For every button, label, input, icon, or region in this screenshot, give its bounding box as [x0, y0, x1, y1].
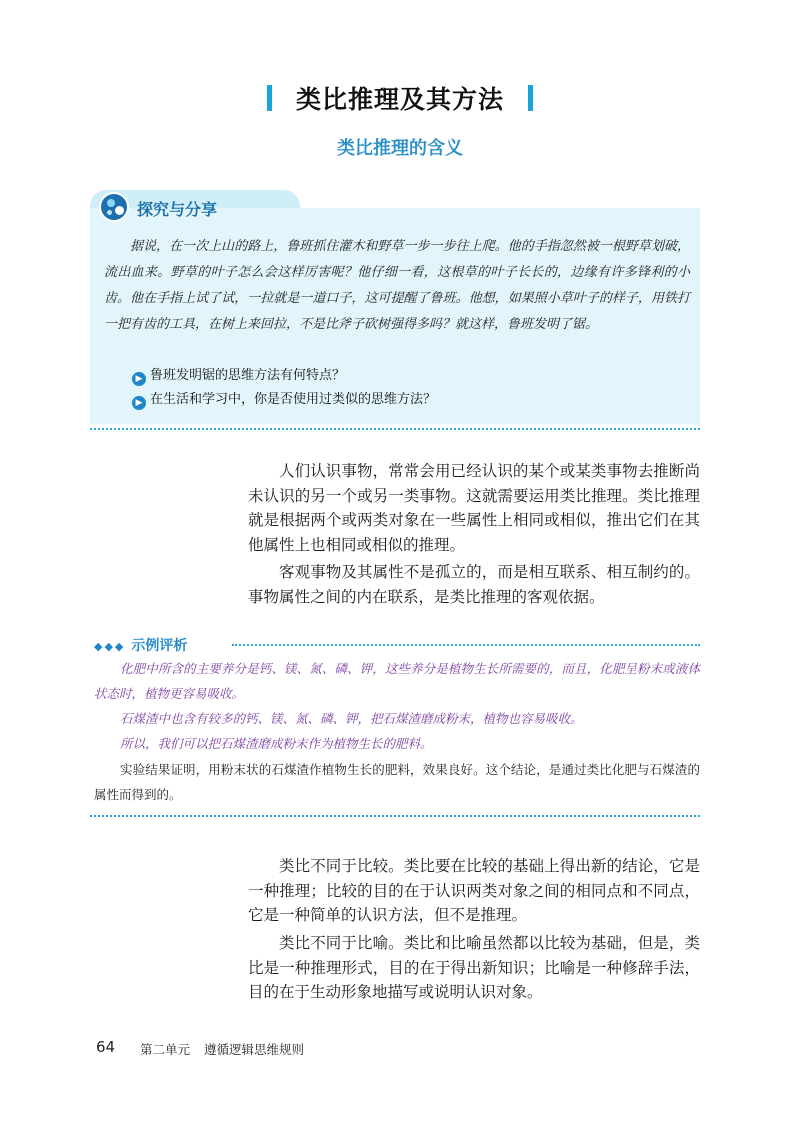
- arrow-bullet-icon: ▶: [132, 372, 146, 386]
- page-number: 64: [96, 1038, 116, 1056]
- example-conclusion: 所以，我们可以把石煤渣磨成粉末作为植物生长的肥料。: [120, 736, 433, 751]
- arrow-bullet-icon: ▶: [132, 396, 146, 410]
- title-bar-left: [267, 85, 272, 111]
- title-bar-right: [528, 85, 533, 111]
- body-paragraph-3: 类比不同于比较。类比要在比较的基础上得出新的结论，它是一种推理；比较的目的在于认识两类对象之间的相同点和不同点，它是一种简单的认识方法，但不是推理。: [248, 857, 700, 924]
- dotted-divider: [90, 815, 700, 817]
- question-1: ▶ 鲁班发明锯的思维方法有何特点？: [132, 364, 345, 386]
- page-title: [0, 80, 800, 116]
- body-paragraph-1: 人们认识事物，常常会用已经认识的某个或某类事物去推断尚未认识的另一个或另一类事物。这就需要运用类比推理。类比推理就是根据两个或两类对象在一些属性上相同或相似，推出它们在其他属性上也相同或相似的推理。: [248, 462, 700, 554]
- example-premise-2: 石煤渣中也含有较多的钙、镁、氮、磷、钾，把石煤渣磨成粉末，植物也容易吸收。: [120, 711, 583, 726]
- footer-unit: 第二单元 遵循逻辑思维规则: [140, 1042, 305, 1057]
- example-premise-1: 化肥中所含的主要养分是钙、镁、氮、磷、钾，这些养分是植物生长所需要的，而且，化肥呈粉末或液体状态时，植物更容易吸收。: [94, 661, 700, 701]
- example-header-dots: [232, 644, 700, 646]
- section-subtitle: 类比推理的含义: [337, 138, 463, 159]
- body-paragraph-4: 类比不同于比喻。类比和比喻虽然都以比较为基础，但是，类比是一种推理形式，目的在于得出新知识；比喻是一种修辞手法，目的在于生动形象地描写或说明认识对象。: [248, 934, 700, 1001]
- example-title: 示例评析: [131, 638, 188, 654]
- explore-label: 探究与分享: [137, 200, 218, 219]
- body-paragraph-2: 客观事物及其属性不是孤立的，而是相互联系、相互制约的。事物属性之间的内在联系，是类比推理的客观依据。: [248, 563, 700, 606]
- question-2: ▶ 在生活和学习中，你是否使用过类似的思维方法？: [132, 388, 436, 410]
- example-header: [94, 635, 187, 655]
- explore-story: 据说，在一次上山的路上，鲁班抓住灌木和野草一步一步往上爬。他的手指忽然被一根野草划破，流出血来。野草的叶子怎么会这样厉害呢？他仔细一看，这根草的叶子长长的，边缘有许多锋利的小齿。他在手指上试了试，一拉就是一道口子，这可提醒了鲁班。他想，如果照小草叶子的样子，用铁打一把有齿的工具，在树上来回拉，不是比斧子砍树强得多吗？就这样，鲁班发明了锯。: [104, 239, 690, 332]
- bubbles-icon: [99, 192, 129, 222]
- dotted-divider: [90, 428, 700, 430]
- example-commentary: 实验结果证明，用粉末状的石煤渣作植物生长的肥料，效果良好。这个结论，是通过类比化肥与石煤渣的属性而得到的。: [94, 762, 700, 802]
- title-text: 类比推理及其方法: [295, 85, 504, 114]
- diamond-icons: ◆◆◆: [94, 640, 126, 653]
